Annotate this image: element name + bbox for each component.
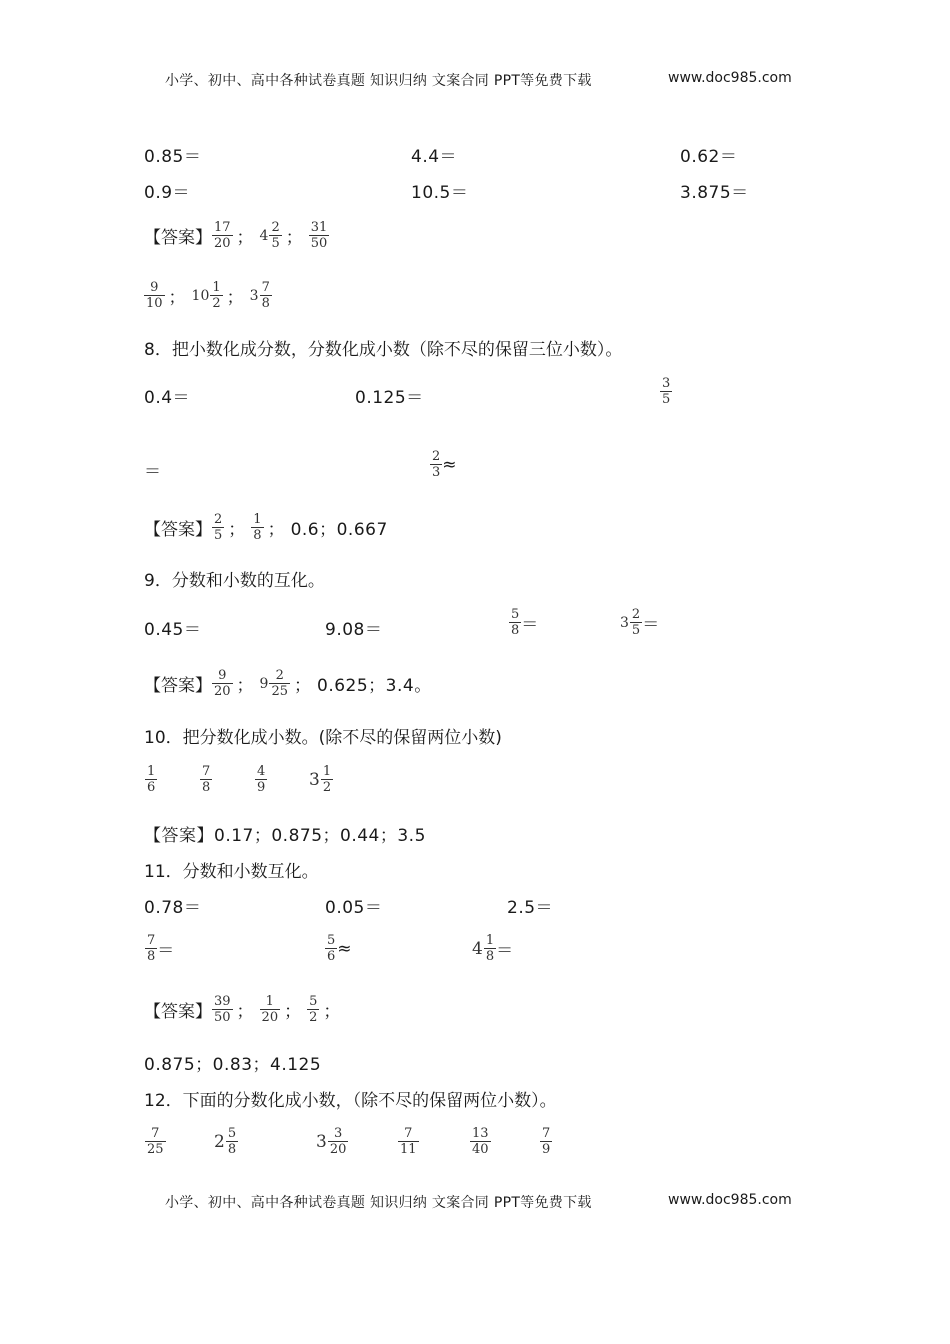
q8-item-2: 0.125＝ — [355, 388, 424, 408]
q10-mixed-number: 3 $\frac{1}{2}$ — [309, 764, 332, 795]
q9-item-1: 0.45＝ — [144, 620, 202, 640]
question-9-title: 9．分数和小数的互化。 — [144, 571, 325, 591]
footer-text: 小学、初中、高中各种试卷真题 知识归纳 文案合同 PPT等免费下载 — [165, 1195, 592, 1211]
fraction: $\frac{5}{6}$ — [327, 933, 336, 964]
fraction: $\frac{1}{20}$ — [261, 994, 279, 1025]
q10-fraction-3: $\frac{4}{9}$ — [257, 764, 266, 795]
question-10-title: 10．把分数化成小数。(除不尽的保留两位小数) — [144, 728, 502, 748]
mixed-number: 3 $\frac{2}{5}$ — [620, 607, 641, 638]
q11-item-5: $\frac{5}{6}$ ≈ — [327, 933, 352, 964]
q12-fraction-1: $\frac{7}{25}$ — [147, 1126, 164, 1157]
q7-item-3: 0.62＝ — [680, 147, 738, 167]
fraction: $\frac{9}{10}$ — [146, 280, 163, 311]
q8-fraction-1: $\frac{3}{5}$ — [662, 376, 671, 407]
q12-mixed-number-1: 2 $\frac{5}{8}$ — [214, 1126, 237, 1157]
q9-item-2: 9.08＝ — [325, 620, 383, 640]
q11-item-6: 4 $\frac{1}{8}$ ＝ — [472, 933, 514, 964]
question-11-title: 11．分数和小数互化。 — [144, 862, 319, 882]
fraction: $\frac{5}{8}$ — [511, 607, 520, 638]
question-12-title: 12．下面的分数化成小数，（除不尽的保留两位小数）。 — [144, 1091, 557, 1111]
q7-item-1: 0.85＝ — [144, 147, 202, 167]
fraction: $\frac{39}{50}$ — [214, 994, 231, 1025]
q9-item-4: 3 $\frac{2}{5}$ ＝ — [620, 607, 660, 638]
page-header — [0, 70, 950, 94]
answer-label: 【答案】 — [144, 1002, 212, 1022]
q7-item-6: 3.875＝ — [680, 183, 749, 203]
q7-item-4: 0.9＝ — [144, 183, 191, 203]
q11-answer-line-2: 0.875；0.83；4.125 — [144, 1055, 322, 1075]
q8-equals: ＝ — [144, 462, 162, 482]
fraction: $\frac{31}{50}$ — [310, 220, 328, 251]
q11-item-4: $\frac{7}{8}$ ＝ — [147, 933, 175, 964]
fraction: $\frac{17}{20}$ — [214, 220, 231, 251]
q8-answer: 【答案】 $\frac{2}{5}$ ； $\frac{1}{8}$ ； 0.6；0.667 — [144, 512, 388, 543]
mixed-number: 9 $\frac{2}{25}$ — [259, 668, 289, 699]
q10-fraction-2: $\frac{7}{8}$ — [202, 764, 211, 795]
q12-mixed-number-2: 3 $\frac{3}{20}$ — [316, 1126, 347, 1157]
q12-fraction-6: $\frac{7}{9}$ — [542, 1126, 551, 1157]
q7-answer-line-1: 【答案】 $\frac{17}{20}$ ； 4 $\frac{2}{5}$ ； $\frac{31}{50}$ — [144, 220, 328, 251]
fraction: $\frac{9}{20}$ — [214, 668, 231, 699]
fraction: $\frac{1}{8}$ — [253, 512, 262, 543]
fraction: $\frac{7}{8}$ — [147, 933, 156, 964]
mixed-number: 4 $\frac{2}{5}$ — [259, 220, 280, 251]
question-8-title: 8．把小数化成分数，分数化成小数（除不尽的保留三位小数）。 — [144, 340, 623, 360]
q8-item-1: 0.4＝ — [144, 388, 191, 408]
fraction: $\frac{2}{5}$ — [214, 512, 223, 543]
answer-label: 【答案】 — [144, 228, 212, 248]
q11-item-1: 0.78＝ — [144, 898, 202, 918]
q11-answer-line-1: 【答案】 $\frac{39}{50}$ ； $\frac{1}{20}$ ； $\frac{5}{2}$ ； — [144, 994, 341, 1025]
mixed-number: 4 $\frac{1}{8}$ — [472, 933, 495, 964]
q7-item-2: 4.4＝ — [411, 147, 458, 167]
mixed-number: 3 $\frac{7}{8}$ — [249, 280, 270, 311]
page-footer — [0, 1192, 950, 1216]
q10-fraction-1: $\frac{1}{6}$ — [147, 764, 156, 795]
q9-item-3: $\frac{5}{8}$ ＝ — [511, 607, 539, 638]
fraction: $\frac{2}{3}$ — [432, 449, 441, 480]
header-url: www.doc985.com — [668, 70, 792, 86]
header-text: 小学、初中、高中各种试卷真题 知识归纳 文案合同 PPT等免费下载 — [165, 73, 592, 89]
mixed-number: 10 $\frac{1}{2}$ — [191, 280, 221, 311]
footer-url: www.doc985.com — [668, 1192, 792, 1208]
answer-label: 【答案】 — [144, 520, 212, 540]
q11-item-2: 0.05＝ — [325, 898, 383, 918]
q8-item-4: $\frac{2}{3}$ ≈ — [432, 449, 457, 480]
q12-fraction-4: $\frac{7}{11}$ — [400, 1126, 417, 1157]
q11-item-3: 2.5＝ — [507, 898, 554, 918]
q7-answer-line-2: $\frac{9}{10}$ ； 10 $\frac{1}{2}$ ； 3 $\frac{7}{8}$ — [146, 280, 270, 311]
q9-answer: 【答案】 $\frac{9}{20}$ ； 9 $\frac{2}{25}$ ； 0.625；3.4。 — [144, 668, 432, 699]
answer-label: 【答案】 — [144, 676, 212, 696]
q10-answer: 【答案】0.17；0.875；0.44；3.5 — [144, 826, 426, 846]
fraction: $\frac{5}{2}$ — [309, 994, 318, 1025]
q7-item-5: 10.5＝ — [411, 183, 469, 203]
q12-fraction-5: $\frac{13}{40}$ — [472, 1126, 489, 1157]
